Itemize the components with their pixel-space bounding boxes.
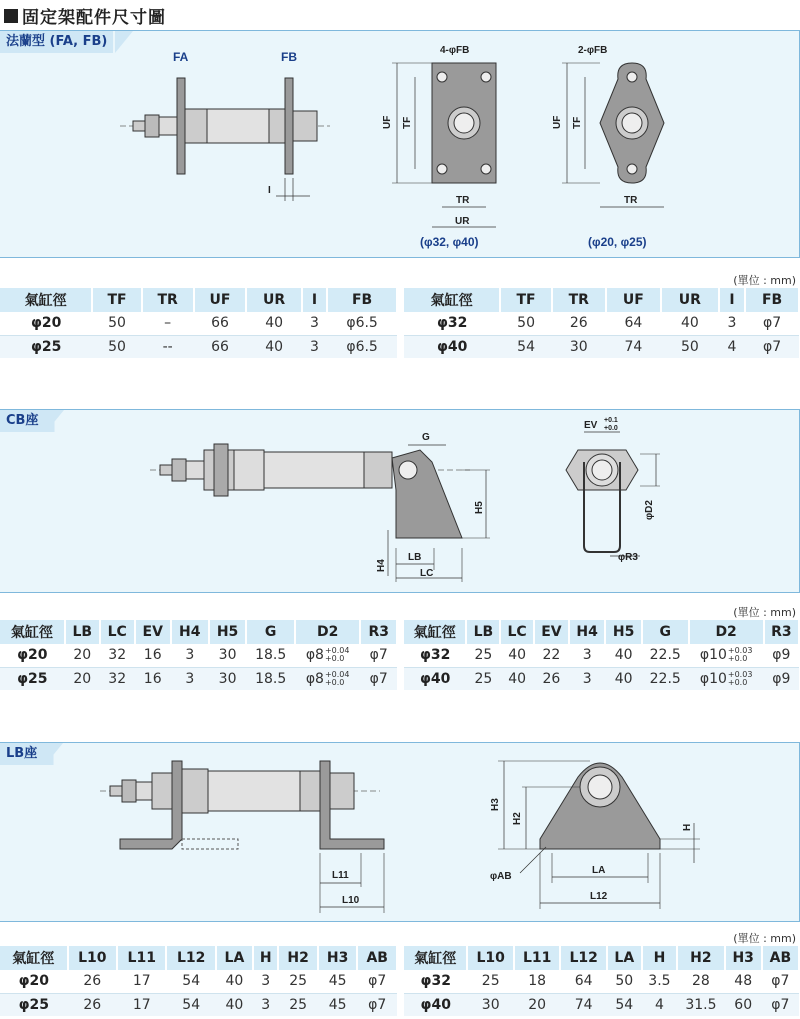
table-header-row: 氣缸徑 LB LC EV H4 H5 G D2 R3 bbox=[404, 620, 799, 644]
cb-tag: CB座 bbox=[0, 410, 64, 432]
label-2fb: 2-φFB bbox=[578, 45, 608, 56]
table-header-row: 氣缸徑 L10 L11 L12 LA H H2 H3 AB bbox=[0, 946, 397, 970]
lb-table-right bbox=[404, 946, 800, 1016]
label-g: G bbox=[422, 432, 430, 443]
label-fa: FA bbox=[173, 50, 189, 64]
label-tr-diamond: TR bbox=[624, 195, 638, 206]
lb-drawings bbox=[0, 743, 800, 923]
table-row: φ32 25 18 64 50 3.5 28 48 φ7 bbox=[404, 970, 799, 993]
table-row: φ20 50 – 66 40 3 φ6.5 bbox=[0, 312, 397, 335]
label-h5: H5 bbox=[474, 501, 485, 514]
label-l10: L10 bbox=[342, 895, 360, 906]
cb-panel bbox=[0, 409, 800, 593]
table-row: φ40 30 20 74 54 4 31.5 60 φ7 bbox=[404, 993, 799, 1016]
label-ev: EV bbox=[584, 420, 598, 431]
label-h: H bbox=[682, 823, 693, 831]
rect-flange-view bbox=[392, 63, 496, 227]
table-row: φ20 20 32 16 3 30 18.5 φ8 +0.04 +0.0 φ7 bbox=[0, 644, 397, 667]
table-row: φ32 50 26 64 40 3 φ7 bbox=[404, 312, 799, 335]
flange-panel bbox=[0, 30, 800, 258]
lb-panel bbox=[0, 742, 800, 922]
flange-side-view bbox=[120, 78, 330, 201]
flange-table-right bbox=[404, 288, 800, 358]
cb-drawings bbox=[0, 410, 800, 594]
label-r3: φR3 bbox=[618, 552, 638, 563]
label-ev-tol-bot: +0.0 bbox=[604, 425, 618, 432]
table-header-row: 氣缸徑 L10 L11 L12 LA H H2 H3 AB bbox=[404, 946, 799, 970]
label-d2: φD2 bbox=[644, 500, 655, 520]
lb-front-view bbox=[498, 761, 700, 909]
lb-side-view bbox=[100, 761, 384, 913]
units-label-cb: (單位 : mm) bbox=[733, 606, 796, 619]
cb-front-view bbox=[566, 432, 660, 556]
page-title bbox=[4, 3, 166, 28]
units-label-flange: (單位 : mm) bbox=[733, 274, 796, 287]
flange-tag: 法蘭型 (FA, FB) bbox=[0, 31, 133, 53]
table-header-row: 氣缸徑 LB LC EV H4 H5 G D2 R3 bbox=[0, 620, 397, 644]
table-header-row: 氣缸徑 TF TR UF UR I FB bbox=[404, 288, 799, 312]
cb-table-right bbox=[404, 620, 800, 690]
flange-table-left bbox=[0, 288, 398, 358]
label-4fb: 4-φFB bbox=[440, 45, 470, 56]
label-ev-tol-top: +0.1 bbox=[604, 417, 618, 424]
label-fb: FB bbox=[281, 50, 297, 64]
label-h2: H2 bbox=[512, 812, 523, 825]
label-ab: φAB bbox=[490, 871, 512, 882]
label-la: LA bbox=[592, 865, 606, 876]
table-row: φ20 26 17 54 40 3 25 45 φ7 bbox=[0, 970, 397, 993]
label-l11: L11 bbox=[332, 870, 349, 881]
square-bullet-icon bbox=[4, 9, 18, 23]
label-h3: H3 bbox=[490, 798, 501, 811]
caption-rect-flange: (φ32, φ40) bbox=[420, 235, 479, 249]
table-row: φ25 50 -- 66 40 3 φ6.5 bbox=[0, 335, 397, 358]
lb-table-left bbox=[0, 946, 398, 1016]
diamond-flange-view bbox=[562, 63, 664, 207]
table-row: φ25 26 17 54 40 3 25 45 φ7 bbox=[0, 993, 397, 1016]
table-row: φ40 25 40 26 3 40 22.5 φ10 +0.03 +0.0 φ9 bbox=[404, 667, 799, 690]
label-l12: L12 bbox=[590, 891, 608, 902]
label-h4: H4 bbox=[376, 559, 387, 572]
page-title-text: 固定架配件尺寸圖 bbox=[22, 8, 166, 28]
label-uf-rect: UF bbox=[382, 115, 393, 129]
label-tr-rect: TR bbox=[456, 195, 470, 206]
lb-tag: LB座 bbox=[0, 743, 63, 765]
table-header-row: 氣缸徑 TF TR UF UR I FB bbox=[0, 288, 397, 312]
table-row: φ25 20 32 16 3 30 18.5 φ8 +0.04 +0.0 φ7 bbox=[0, 667, 397, 690]
units-label-lb: (單位 : mm) bbox=[733, 932, 796, 945]
caption-diamond-flange: (φ20, φ25) bbox=[588, 235, 647, 249]
label-uf-diamond: UF bbox=[552, 115, 563, 129]
cb-side-view bbox=[150, 444, 490, 582]
label-ur-rect: UR bbox=[455, 216, 470, 227]
label-tf-rect: TF bbox=[402, 116, 413, 129]
flange-drawings bbox=[0, 31, 800, 259]
label-tf-diamond: TF bbox=[572, 116, 583, 129]
cb-table-left bbox=[0, 620, 398, 690]
label-lc: LC bbox=[420, 568, 434, 579]
table-row: φ40 54 30 74 50 4 φ7 bbox=[404, 335, 799, 358]
table-row: φ32 25 40 22 3 40 22.5 φ10 +0.03 +0.0 φ9 bbox=[404, 644, 799, 667]
label-lb-cb: LB bbox=[408, 552, 422, 563]
label-i: I bbox=[268, 185, 271, 196]
